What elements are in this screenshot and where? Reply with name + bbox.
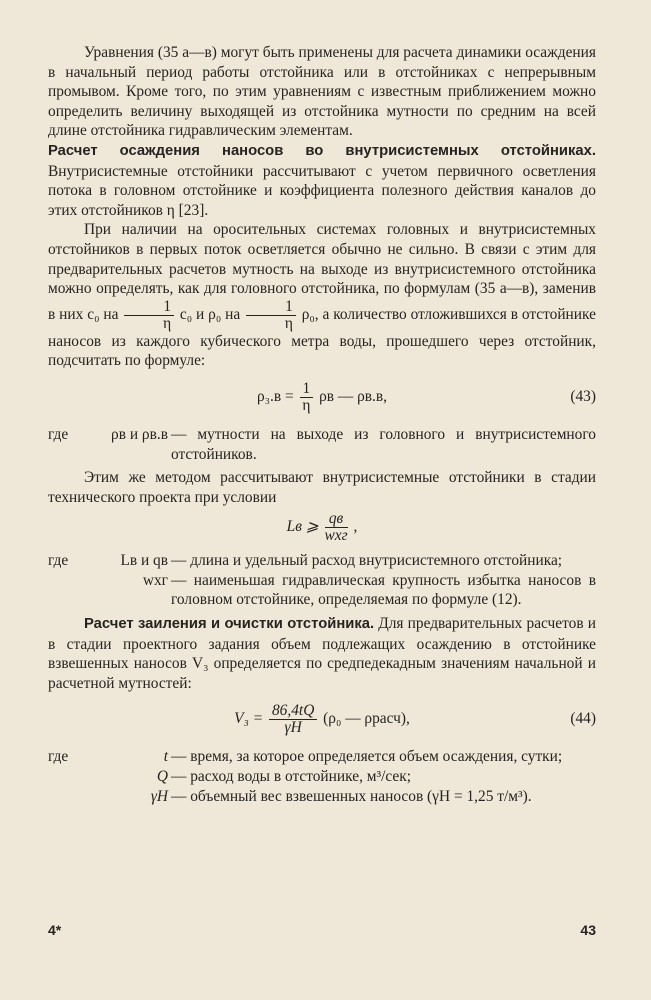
fraction-denominator: η [284,314,293,332]
fraction-numerator: 86,4tQ [269,703,317,720]
equation-rhs: (ρ₀ — ρрасч), [323,710,410,728]
fraction-numerator: qв [325,511,348,528]
fraction-denominator: η [302,396,311,414]
equation-number: (43) [570,387,596,405]
definition-variable: Q [156,768,168,786]
paragraph [48,141,596,220]
paragraph-text: Внутрисистемные отстойники рассчитывают с учетом первичного осветления потока в головном отстойнике и коэффициента полезного действия каналов до этих отстойников η [23]. [48,162,596,219]
definitions-list [48,747,596,806]
definition-text: — объемный вес взвешенных наносов (γH = 1,25 т/м³). [171,787,532,805]
definition-variable: γH [150,787,168,805]
inline-fraction [246,299,296,332]
definition-row [48,747,596,767]
fraction-denominator: η [163,314,172,332]
definition-row [48,571,596,610]
definition-lead [48,787,86,807]
paragraph-text: Для предварительных расчетов и в стадии проектного задания объем подлежащих осаждению в отстойнике взвешенных наносов V₃ определяется по средпедекадным значениям начальной и расчетной мутностей: [48,615,596,692]
definition-variable: ρв и ρв.в [111,425,168,443]
definition-lead [48,767,86,787]
page-number: 43 [580,922,596,938]
paragraph-text: При наличии на оросительных системах головных и внутрисистемных отстойников в первых поток осветляется обычно не сильно. В связи с этим для предварительных расчетов мутность на выходе из внутрисистемного отстойника можно определять, как для головного отстойника, по формулам (35 а—в), заменив в них c₀ на [48,221,596,323]
definition-row [48,551,596,571]
definition-row [48,787,596,807]
definitions-list [48,425,596,464]
fraction-numerator: 1 [124,299,174,316]
definition-lead: где [48,552,69,570]
definition-lead: где [48,748,69,766]
paragraph: Этим же методом рассчитывают внутрисистемные отстойники в стадии технического проекта при условии [48,469,596,506]
fraction-denominator: γH [284,719,302,737]
condition-lhs: Lв ⩾ [286,518,319,536]
paragraph-text: c₀ и ρ₀ на [179,305,241,323]
equation-fraction [300,381,314,414]
page-text [48,43,596,810]
condition-formula [48,507,596,547]
definition-lead: где [48,425,69,443]
condition-fraction [325,511,348,544]
definition-text: — расход воды в отстойнике, м³/сек; [171,768,411,786]
definition-variable: t [163,748,168,766]
equation-43 [48,371,596,421]
definition-text: — наименьшая гидравлическая крупность избытка наносов в головном отстойнике, определяемая по формуле (12). [171,571,596,609]
section-heading: Расчет осаждения наносов во внутрисистемных отстойниках. [48,142,596,159]
fraction-numerator: 1 [300,381,314,398]
equation-fraction [269,703,317,736]
equation-rhs: ρв — ρв.в, [319,387,388,405]
fraction-denominator: wхг [324,527,348,545]
inline-fraction [124,299,174,332]
definition-text: — время, за которое определяется объем осаждения, сутки; [171,748,563,766]
definition-text: — длина и удельный расход внутрисистемного отстойника; [171,552,563,570]
section-heading: Расчет заиления и очистки отстойника. [84,616,375,633]
definition-lead [48,571,86,610]
paragraph: Уравнения (35 а—в) могут быть применены для расчета динамики осаждения в начальный период работы отстойника или в отстойниках с непрерывным промывом. Кроме того, по этим уравнениям с известным приближением можно определить величину выходящей из отстойника мутности по средним на всей длине отстойника гидравлическим элементам. [48,44,596,140]
definition-variable: wхг [142,571,168,589]
equation-lhs: V₃ = [234,710,264,728]
paragraph [48,614,596,693]
paragraph-text: ρ₀, а количество отложившихся в отстойнике наносов из каждого кубического метра воды, прошедшего через отстойник, подсчитать по формуле: [48,305,596,370]
definition-variable: Lв и qв [120,552,168,570]
printer-signature: 4* [48,922,62,938]
condition-tail: , [353,518,358,536]
equation-44 [48,693,596,743]
definition-text: — мутности на выходе из головного и внутрисистемного отстойников. [171,425,596,463]
equation-number: (44) [570,710,596,728]
definition-row [48,767,596,787]
paragraph [48,220,596,371]
fraction-numerator: 1 [246,299,296,316]
definition-row [48,425,596,464]
definitions-list [48,551,596,610]
equation-lhs: ρ₃.в = [256,387,294,405]
